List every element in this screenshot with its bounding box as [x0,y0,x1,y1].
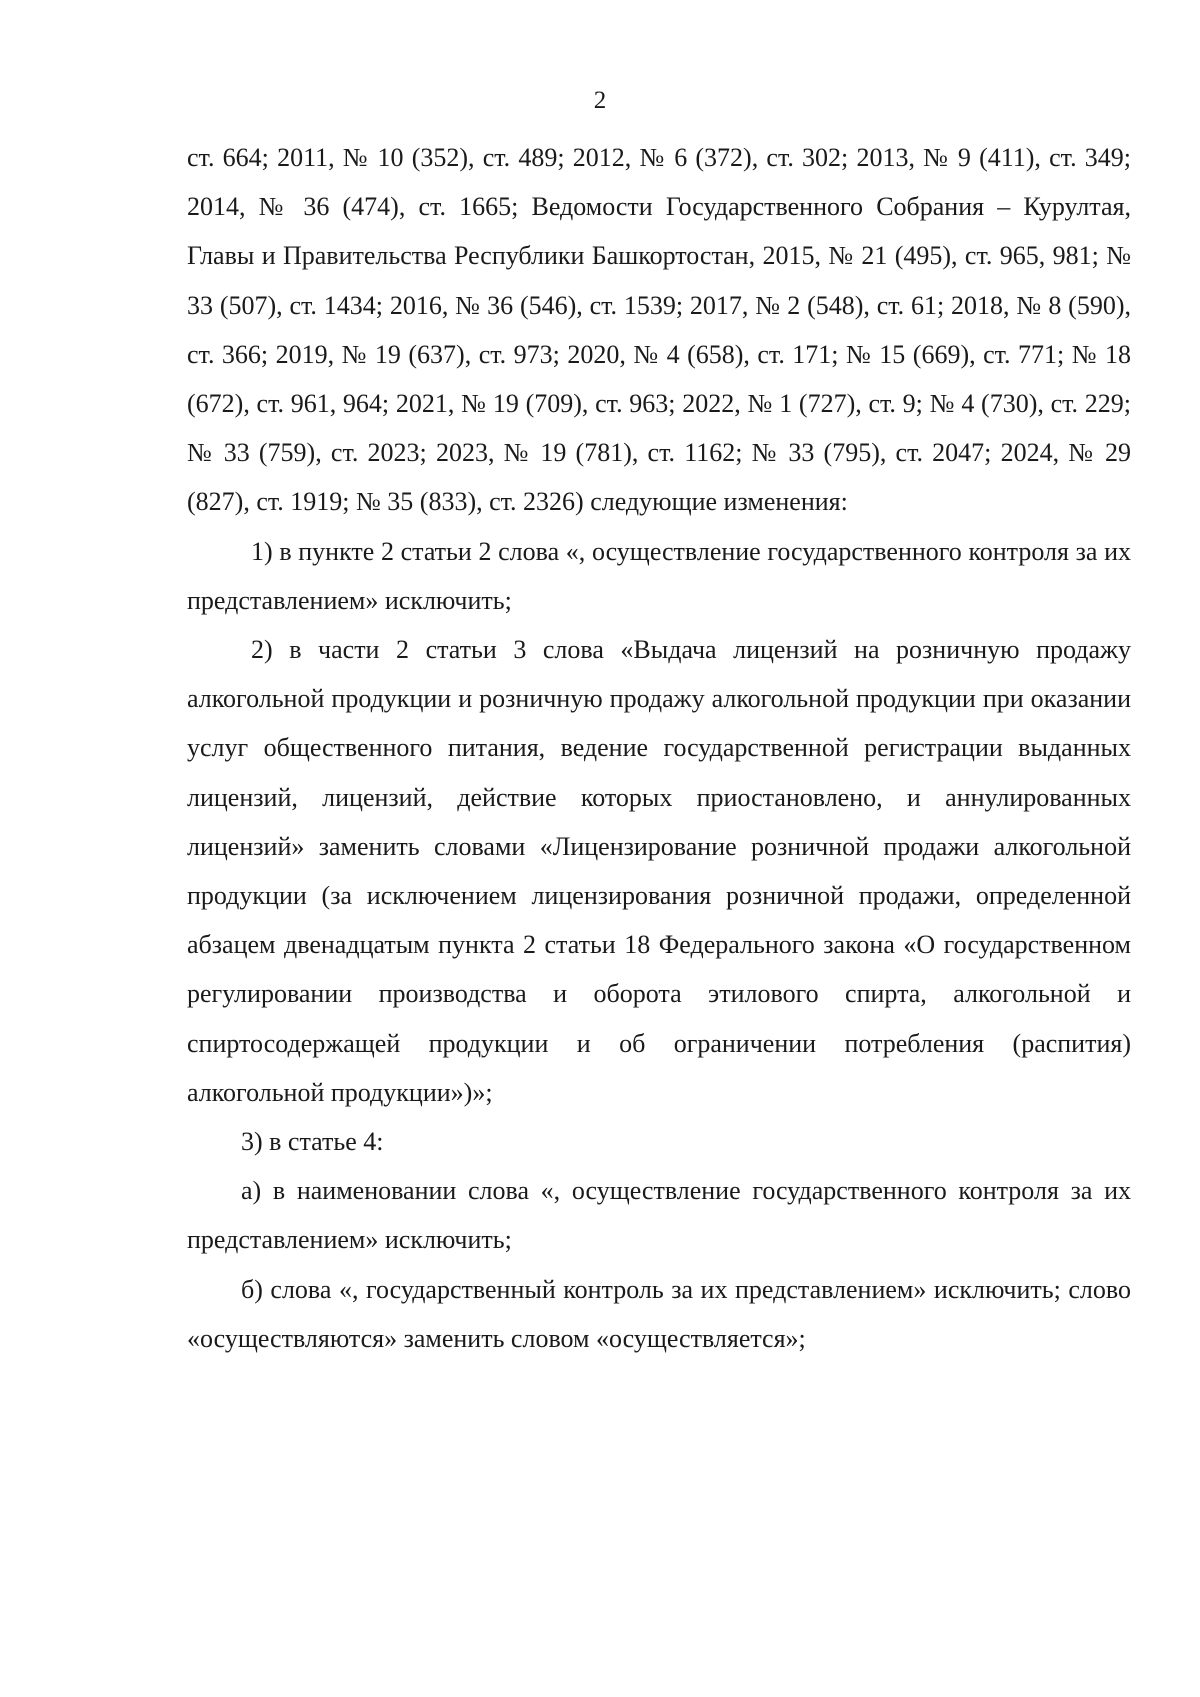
paragraph-item-2: 2) в части 2 статьи 3 слова «Выдача лицензий на розничную продажу алкогольной продукции и розничную продажу алкогольной продукции при оказании услуг общественного питания, ведение государственной регистрации выданных лицензий, лицензий, действие которых приостановлено, и аннулированных лицензий» заменить словами «Лицензирование розничной продажи алкогольной продукции (за исключением лицензирования розничной продажи, определенной абзацем двенадцатым пункта 2 статьи 18 Федерального закона «О государственном регулировании производства и оборота этилового спирта, алкогольной и спиртосодержащей продукции и об ограничении потребления (распития) алкогольной продукции»)»; [187,635,1131,1107]
page-number: 2 [593,87,607,114]
paragraph-item-3b: б) слова «, государственный контроль за их представлением» исключить; слово «осуществляются» заменить словом «осуществляется»; [187,1274,1131,1353]
paragraph-item-1: 1) в пункте 2 статьи 2 слова «, осуществление государственного контроля за их представлением» исключить; [187,536,1131,615]
paragraph-item-3a: а) в наименовании слова «, осуществление государственного контроля за их представлением» исключить; [187,1176,1131,1255]
paragraph-references: ст. 664; 2011, № 10 (352), ст. 489; 2012, № 6 (372), ст. 302; 2013, № 9 (411), ст. 349; 2014, № 36 (474), ст. 1665; Ведомости Государственного Собрания – Курултая, Главы и Правительства Республики Башкортостан, 2015, № 21 (495), ст. 965, 981; № 33 (507), ст. 1434; 2016, № 36 (546), ст. 1539; 2017, № 2 (548), ст. 61; 2018, № 8 (590), ст. 366; 2019, № 19 (637), ст. 973; 2020, № 4 (658), ст. 171; № 15 (669), ст. 771; № 18 (672), ст. 961, 964; 2021, № 19 (709), ст. 963; 2022, № 1 (727), ст. 9; № 4 (730), ст. 229; № 33 (759), ст. 2023; 2023, № 19 (781), ст. 1162; № 33 (795), ст. 2047; 2024, № 29 (827), ст. 1919; № 35 (833), ст. 2326) следующие изменения: [187,143,1131,517]
document-body [187,133,1131,1363]
paragraph-item-3: 3) в статье 4: [241,1127,384,1157]
